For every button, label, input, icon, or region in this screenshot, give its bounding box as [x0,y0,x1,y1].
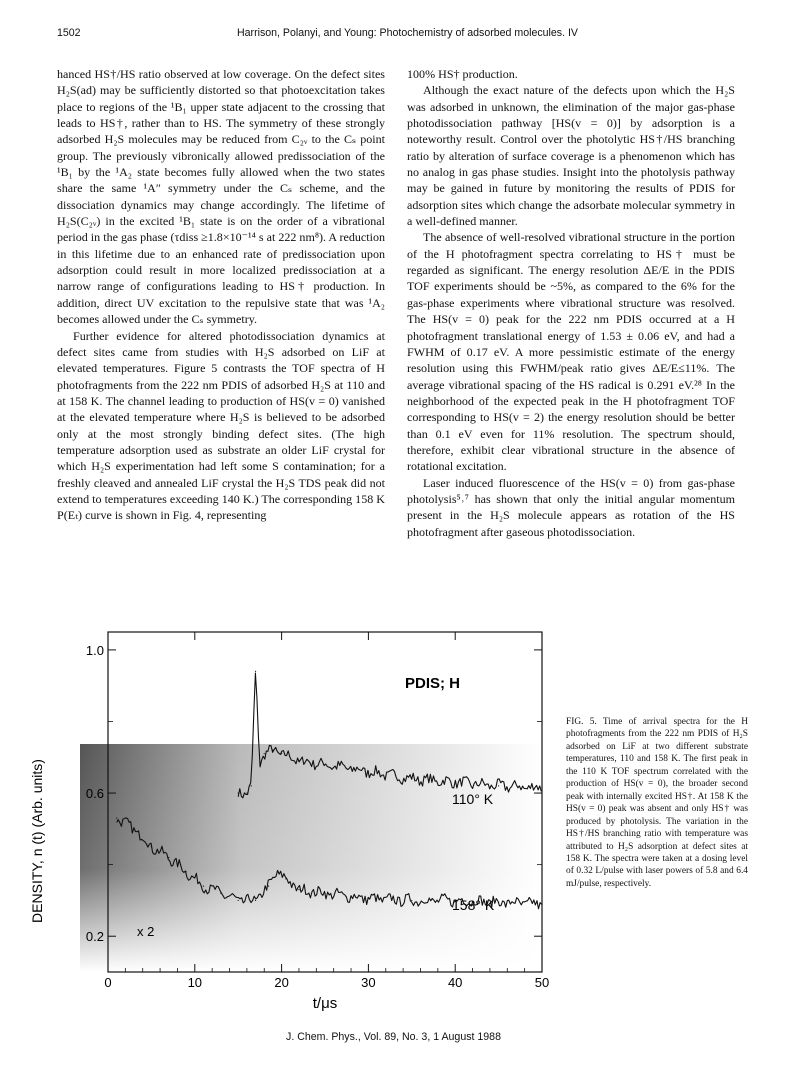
paragraph: Laser induced fluorescence of the HS(v = 0) from gas-phase photolysis⁵˒⁷ has shown that only the initial angular momentum present in the H₂S molecule appears as rotation of the HS photofragment after gaseous photodissociation. [407,475,735,539]
data-point [498,902,499,903]
right-column [407,66,735,540]
data-point [498,785,499,786]
data-point [251,785,252,786]
x-tick-label: 10 [187,975,203,990]
figure-caption: FIG. 5. Time of arrival spectra for the H photofragments from the 222 nm PDIS of H₂S adsorbed on LiF at two different substrate temperatures, 110 and 158 K. The first peak in the 110 K TOF spectrum correlated with the production of HS(v = 0), the broader second peak with internally excited HS†. At 158 K the HS(v = 0) peak was absent and only HS† was produced by photolysis. The variation in the HS†/HS branching ratio with temperature was attributed to H₂S adsorption at defect sites at 158 K. The spectra were taken at a dosing level of 0.32 L/pulse with laser powers of 5.8 and 6.4 mJ/pulse, respectively. [566,717,748,889]
x-tick-label: 50 [534,975,550,990]
scale-factor-label: x 2 [137,924,155,939]
data-point [255,900,256,901]
data-point [203,886,204,887]
series-label-110: 110° K [452,791,494,807]
data-point [116,818,117,819]
data-point [168,857,169,858]
data-point [298,760,299,761]
data-point [411,778,412,779]
data-point [272,750,273,751]
paragraph: hanced HS†/HS ratio observed at low coverage. On the defect sites H₂S(ad) may be sufficiently distorted so that photoexcitation takes place to regions of the ¹B₁ upper state adjacent to the crossing that leads to HS†, rather than to HS. The symmetry of these strongly adsorbed H₂S molecules may be reduced from C₂ᵥ to the Cₛ point group. The previously vibronically allowed predissociation of the ¹B₁ by the ¹A₂ state becomes fully allowed when the two states share the same ¹A″ symmetry under the Cₛ scheme, and the dissociation dynamics may change accordingly. The lifetime of H₂S(C₂ᵥ) in the excited ¹B₁ state is on the order of a vibrational period in the gas phase (τdiss ≥1.8×10⁻¹⁴ s at 222 nm⁸). A reduction in this lifetime due to an enhanced rate of predissociation upon adsorption could result in more localized predissociation at a narrow range of configurations leading to HS† production. In addition, direct UV excitation to the repulsive state that was ¹A₂ becomes allowed under the Cₛ symmetry. [57,67,385,327]
paragraph: 100% HS† production. [407,67,518,81]
data-point [324,764,325,765]
paragraph: The absence of well-resolved vibrational structure in the portion of the H photofragment spectra correlating to HS† must be regarded as significant. The energy resolution ΔE/E in the PDIS TOF experiments should be ~5%, as compared to the 6% for the gas-phase experiments where vibrational structure was resolved. The HS(v = 0) peak for the 222 nm PDIS occurred at a H photofragment translational energy of 1.53 ± 0.06 eV, and had a FWHM of 0.17 eV. A more pessimistic estimate of the energy resolution using this FWHM/peak ratio gives ΔE/E≤11%. The average vibrational spacing of the HS radical is 0.291 eV.²⁸ In the neighborhood of the expected peak in the H photofragment TOF corresponding to HS(v = 2) the energy resolution should be better than 0.1 eV even for 11% resolution. The spectrum should, therefore, exhibit clear vibrational structure in the absence of rotational excitation. [407,230,735,474]
y-tick-label: 0.2 [85,929,104,945]
data-point [133,828,134,829]
data-point [255,671,256,672]
data-point [277,871,278,872]
figure-5 [30,618,560,1018]
x-tick-label: 30 [361,975,376,990]
data-point [259,764,260,765]
x-tick-label: 40 [447,975,463,990]
data-point [541,787,542,788]
data-point [455,782,456,783]
data-point [368,771,369,772]
paragraph: Further evidence for altered photodissociation dynamics at defect sites came from studies with H₂S adsorbed on LiF at elevated temperatures. Figure 5 contrasts the TOF spectra of H photofragments from the 222 nm PDIS of adsorbed H₂S at 110 and at 158 K. The channel leading to production of HS(v = 0) vanished at the elevated temperature where H₂S is believed to be adsorbed only at the most strongly binding defect sites. (The high temperature adsorption used as substrate an older LiF crystal for which H₂S experimentation had left some S contamination; for a freshly cleaved and annealed LiF crystal the H₂S TDS peak did not extend to temperatures exceeding 140 K.) The corresponding 158 K P(Eₜ) curve is shown in Fig. 4, representing [57,328,385,523]
y-tick-label: 1.0 [85,642,104,658]
running-title: Harrison, Polanyi, and Young: Photochemistry of adsorbed molecules. IV [237,27,578,39]
data-point [238,900,239,901]
paragraph: Although the exact nature of the defects upon which the H₂S was adsorbed in unknown, the elimination of the major gas-phase photodissociation pathway [HS(v = 0)] by adsorption is a noteworthy result. Control over the photolytic HS†/HS branching ratio by alteration of surface coverage is a phenomenon which has no analog in gas phase studies. Insight into the photolysis pathway may be gained in future by monitoring the results of PDIS for adsorption sites which change the adsorbate molecular symmetry in a well-defined manner. [407,83,735,229]
journal-citation: J. Chem. Phys., Vol. 89, No. 3, 1 August 1988 [286,1031,501,1043]
data-point [151,846,152,847]
series-label-158: 158° K [452,897,495,913]
data-point [281,753,282,754]
data-point [268,886,269,887]
page-number: 1502 [57,27,81,39]
data-point [541,903,542,904]
data-point [186,871,187,872]
data-point [298,889,299,890]
y-axis-label: DENSITY, n (t) (Arb. units) [30,759,45,923]
data-point [368,898,369,899]
x-tick-label: 0 [104,975,112,990]
chart-title: PDIS; H [405,675,461,692]
data-point [411,900,412,901]
x-axis-label: t/μs [312,995,338,1012]
data-point [324,893,325,894]
data-point [220,893,221,894]
data-point [264,753,265,754]
y-tick-label: 0.6 [85,786,104,802]
left-column [57,66,385,524]
data-point [285,878,286,879]
data-point [246,792,247,793]
x-tick-label: 20 [274,975,289,990]
tof-chart [30,618,560,1018]
data-point [238,792,239,793]
